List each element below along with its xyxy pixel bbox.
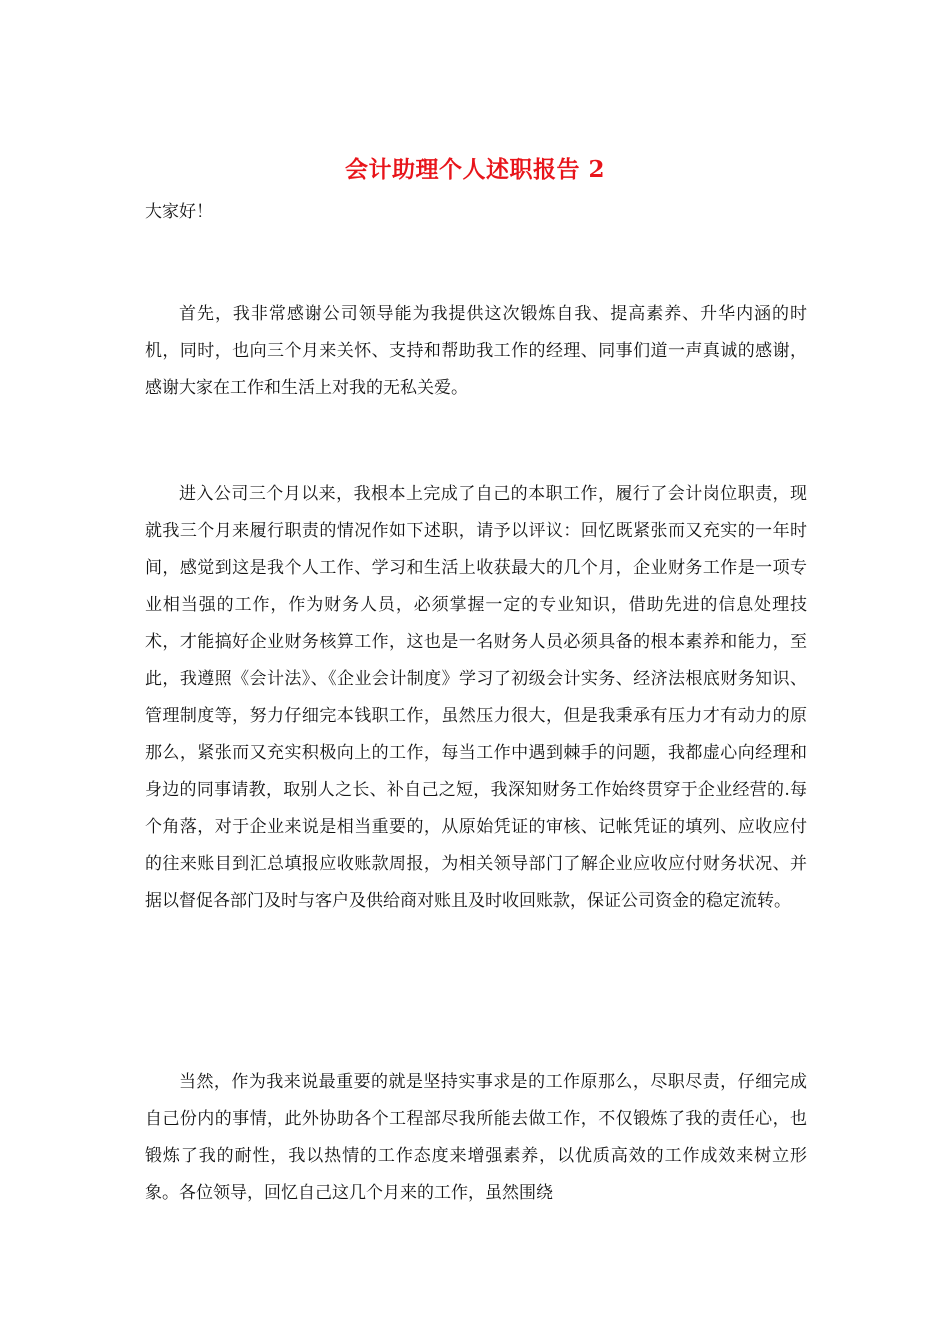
paragraph-3: 当然，作为我来说最重要的就是坚持实事求是的工作原那么，尽职尽责，仔细完成自己份内的事情，此外协助各个工程部尽我所能去做工作，不仅锻炼了我的责任心，也锻炼了我的耐性，我以热情的工作态度来增强素养，以优质高效的工作成效来树立形象。各位领导，回忆自己这几个月来的工作，虽然围绕 xyxy=(145,1072,807,1203)
paragraph-2: 进入公司三个月以来，我根本上完成了自己的本职工作，履行了会计岗位职责，现就我三个月来履行职责的情况作如下述职，请予以评议：回忆既紧张而又充实的一年时间，感觉到这是我个人工作、学习和生活上收获最大的几个月，企业财务工作是一项专业相当强的工作，作为财务人员，必须掌握一定的专业知识，借助先进的信息处理技术，才能搞好企业财务核算工作，这也是一名财务人员必须具备的根本素养和能力，至此，我遵照《会计法》、《企业会计制度》学习了初级会计实务、经济法根底财务知识、管理制度等，努力仔细完本钱职工作，虽然压力很大，但是我秉承有压力才有动力的原那么，紧张而又充实积极向上的工作，每当工作中遇到棘手的问题，我都虚心向经理和身边的同事请教，取别人之长、补自己之短，我深知财务工作始终贯穿于企业经营的.每个角落，对于企业来说是相当重要的，从原始凭证的审核、记帐凭证的填列、应收应付的往来账目到汇总填报应收账款周报，为相关领导部门了解企业应收应付财务状况、并据以督促各部门及时与客户及供给商对账且及时收回账款，保证公司资金的稳定流转。 xyxy=(145,484,807,911)
document-title: 会计助理个人述职报告 2 xyxy=(344,156,605,183)
greeting-line: 大家好！ xyxy=(145,202,213,222)
paragraph-1: 首先，我非常感谢公司领导能为我提供这次锻炼自我、提高素养、升华内涵的时机，同时，也向三个月来关怀、支持和帮助我工作的经理、同事们道一声真诚的感谢，感谢大家在工作和生活上对我的无私关爱。 xyxy=(145,304,807,398)
